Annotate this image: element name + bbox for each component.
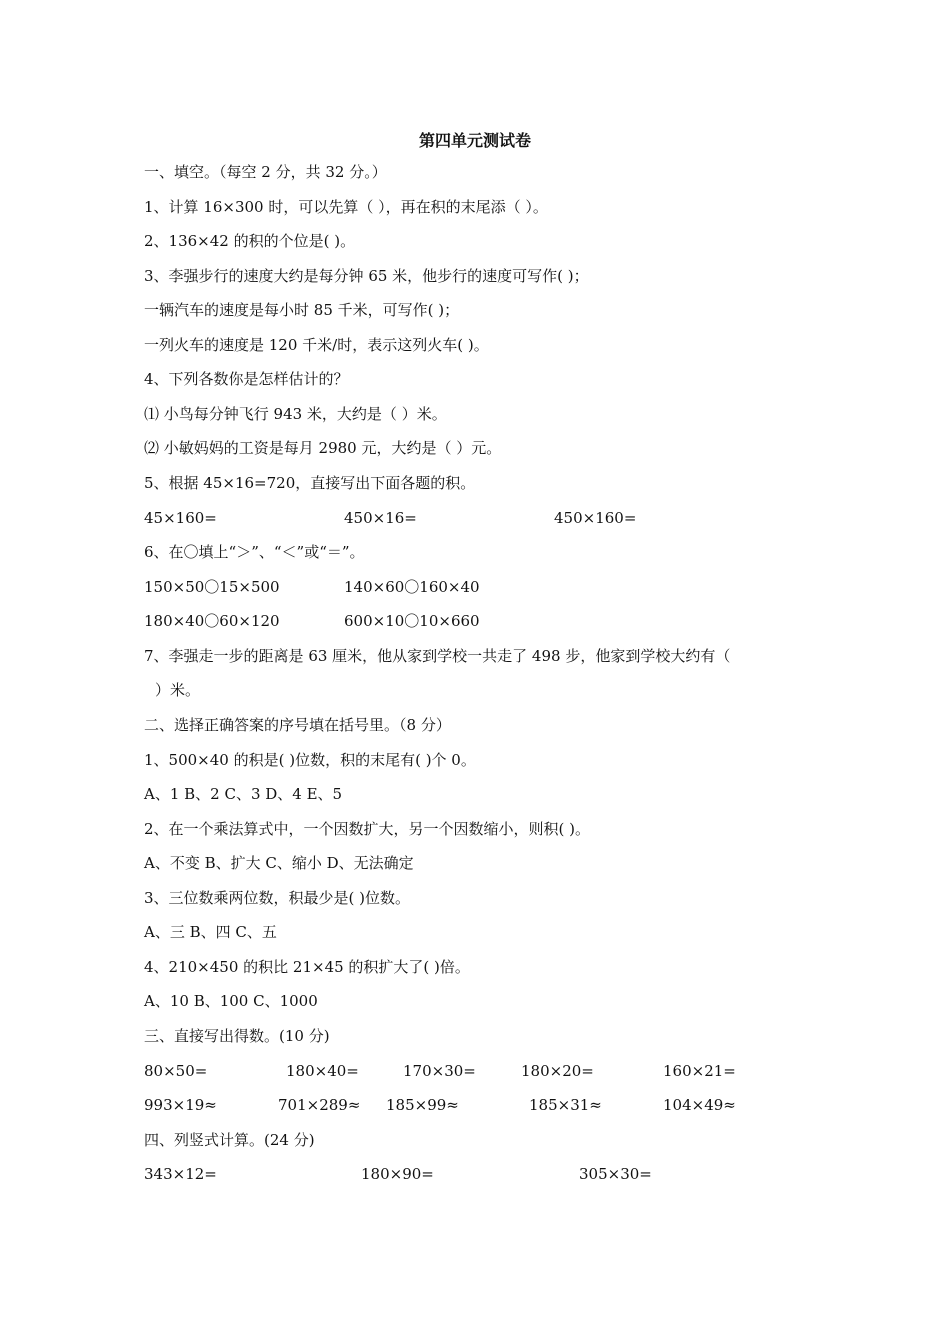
s3-item: 701×289≈ bbox=[278, 1096, 361, 1114]
s3-item: 80×50= bbox=[144, 1062, 208, 1080]
s2-question-2: 2、在一个乘法算式中，一个因数扩大，另一个因数缩小，则积( )。 bbox=[144, 820, 591, 838]
s1-question-5: 5、根据 45×16=720，直接写出下面各题的积。 bbox=[144, 474, 476, 492]
s1-question-7-line1: 7、李强走一步的距离是 63 厘米，他从家到学校一共走了 498 步，他家到学校大约有（ bbox=[144, 647, 731, 665]
s2-question-4: 4、210×450 的积比 21×45 的积扩大了( )倍。 bbox=[144, 958, 470, 976]
s1-q5-item: 450×160= bbox=[554, 509, 637, 527]
s1-q5-item: 45×160= bbox=[144, 509, 217, 527]
s1-question-1: 1、计算 16×300 时，可以先算（ ），再在积的末尾添（ ）。 bbox=[144, 198, 548, 216]
s2-question-2-options: A、不变 B、扩大 C、缩小 D、无法确定 bbox=[144, 854, 414, 872]
s1-q6-item: 140×60〇160×40 bbox=[344, 578, 480, 596]
s4-item: 343×12= bbox=[144, 1165, 217, 1183]
s3-item: 160×21= bbox=[663, 1062, 736, 1080]
s1-question-2: 2、136×42 的积的个位是( )。 bbox=[144, 232, 356, 250]
section4-heading: 四、列竖式计算。(24 分) bbox=[144, 1131, 315, 1149]
section1-heading: 一、填空。（每空 2 分，共 32 分。） bbox=[144, 163, 387, 181]
s2-question-1: 1、500×40 的积是( )位数，积的末尾有( )个 0。 bbox=[144, 751, 476, 769]
s4-item: 180×90= bbox=[361, 1165, 434, 1183]
s3-item: 180×40= bbox=[286, 1062, 359, 1080]
s1-question-3-line2: 一辆汽车的速度是每小时 85 千米，可写作( )； bbox=[144, 301, 460, 319]
s3-item: 180×20= bbox=[521, 1062, 594, 1080]
s1-question-7-line2: ）米。 bbox=[155, 681, 201, 699]
s2-question-1-options: A、1 B、2 C、3 D、4 E、5 bbox=[144, 785, 343, 803]
s1-q6-item: 150×50〇15×500 bbox=[144, 578, 280, 596]
s1-question-3-line3: 一列火车的速度是 120 千米/时，表示这列火车( )。 bbox=[144, 336, 489, 354]
s2-question-3: 3、三位数乘两位数，积最少是( )位数。 bbox=[144, 889, 411, 907]
s3-item: 104×49≈ bbox=[663, 1096, 736, 1114]
section2-heading: 二、选择正确答案的序号填在括号里。（8 分） bbox=[144, 716, 451, 734]
s4-item: 305×30= bbox=[579, 1165, 652, 1183]
s1-q6-item: 180×40〇60×120 bbox=[144, 612, 280, 630]
page-title: 第四单元测试卷 bbox=[418, 131, 531, 150]
section3-heading: 三、直接写出得数。(10 分) bbox=[144, 1027, 330, 1045]
s1-question-4-2: ⑵ 小敏妈妈的工资是每月 2980 元，大约是（ ）元。 bbox=[144, 439, 502, 457]
s1-question-4: 4、下列各数你是怎样估计的？ bbox=[144, 370, 349, 388]
s3-item: 185×31≈ bbox=[529, 1096, 602, 1114]
s2-question-4-options: A、10 B、100 C、1000 bbox=[144, 992, 318, 1010]
s1-question-4-1: ⑴ 小鸟每分钟飞行 943 米，大约是（ ）米。 bbox=[144, 405, 447, 423]
s1-q6-item: 600×10〇10×660 bbox=[344, 612, 480, 630]
s1-question-6: 6、在〇填上“＞”、“＜”或“＝”。 bbox=[144, 543, 365, 561]
s3-item: 993×19≈ bbox=[144, 1096, 217, 1114]
s1-question-3-line1: 3、李强步行的速度大约是每分钟 65 米，他步行的速度可写作( )； bbox=[144, 267, 589, 285]
s1-q5-item: 450×16= bbox=[344, 509, 417, 527]
s3-item: 185×99≈ bbox=[386, 1096, 459, 1114]
s3-item: 170×30= bbox=[403, 1062, 476, 1080]
s2-question-3-options: A、三 B、四 C、五 bbox=[144, 923, 277, 941]
